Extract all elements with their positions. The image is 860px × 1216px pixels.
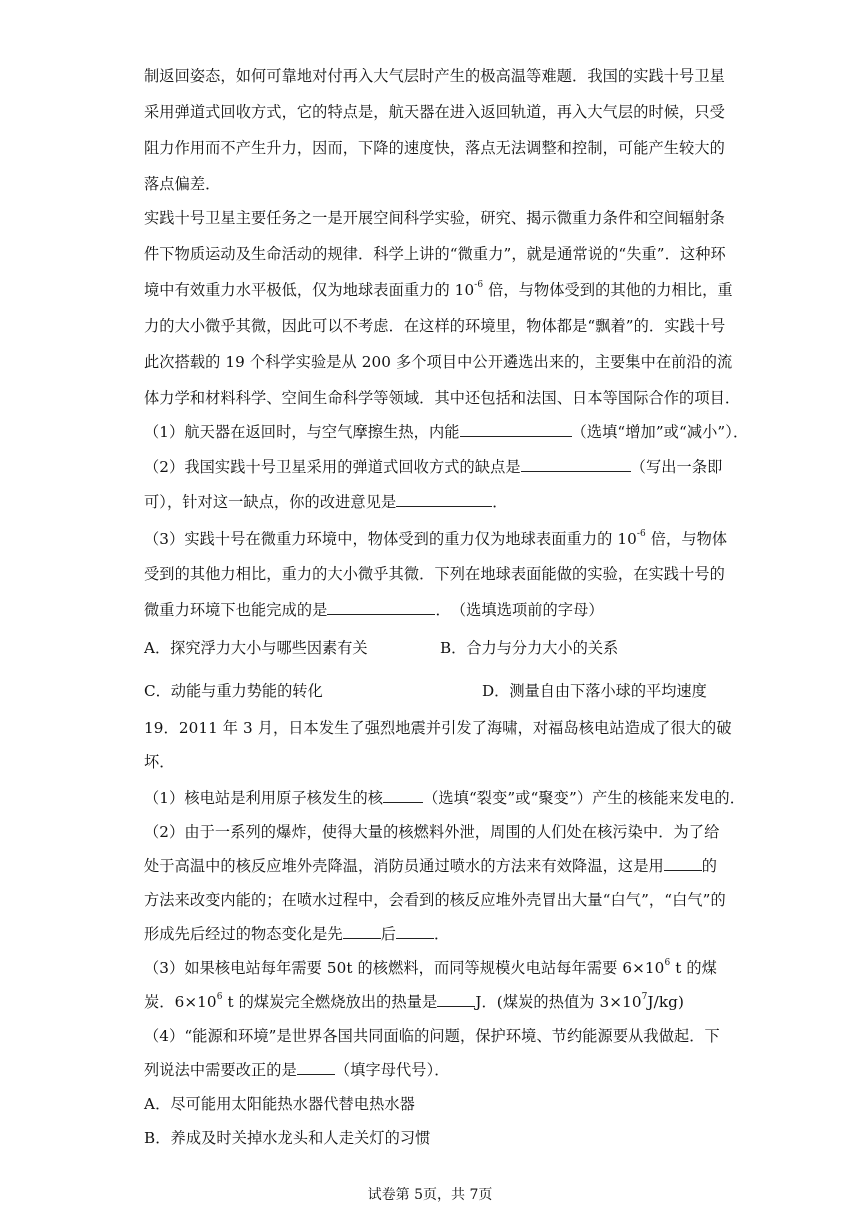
q19-stem: 坏．	[144, 753, 175, 771]
q19-part-4-cont	[144, 1060, 784, 1080]
answer-blank[interactable]	[297, 1060, 335, 1075]
q19-part-3-cont	[144, 992, 784, 1012]
question-text: 处于高温中的核反应堆外壳降温，消防员通过喷水的方法来有效降温，这是用	[144, 857, 664, 875]
q19-stem: 19．2011 年 3 月，日本发生了强烈地震并引发了海啸，对福岛核电站造成了很大的破	[144, 719, 732, 737]
question-text: （选填“裂变”或“聚变”）产生的核能来发电的．	[423, 789, 745, 807]
q19-part-1	[144, 788, 784, 808]
article-line: 阻力作用而不产生升力，因而，下降的速度快，落点无法调整和控制，可能产生较大的	[144, 139, 725, 157]
q19-part-2-cont: 方法来改变内能的；在喷水过程中，会看到的核反应堆外壳冒出大量“白气”，“白气”的	[144, 891, 726, 909]
question-text: 列说法中需要改正的是	[144, 1061, 297, 1079]
article-line: 体力学和材料科学、空间生命科学等领域．其中还包括和法国、日本等国际合作的项目．	[144, 389, 741, 407]
answer-blank[interactable]	[343, 924, 381, 939]
answer-blank[interactable]	[664, 856, 702, 871]
article-line: 落点偏差．	[144, 175, 221, 193]
question-text: 后	[380, 925, 397, 943]
q19-part-2-cont	[144, 856, 784, 876]
q18-part-3-cont	[144, 600, 784, 620]
exponent: 6	[216, 991, 223, 1002]
q19-part-3	[144, 958, 784, 978]
article-line: 件下物质运动及生命活动的规律．科学上讲的“微重力”，就是通常说的“失重”．这种环	[144, 245, 726, 263]
article-line: 此次搭载的 19 个科学实验是从 200 多个项目中公开遴选出来的，主要集中在前沿的流	[144, 353, 733, 371]
q18-option-c[interactable]: C．动能与重力势能的转化	[144, 682, 323, 700]
answer-blank[interactable]	[437, 992, 475, 1007]
question-text: 微重力环境下也能完成的是	[144, 601, 328, 619]
article-text: 境中有效重力水平极低，仅为地球表面重力的 10	[144, 281, 475, 299]
question-text: 倍，与物体	[645, 530, 728, 548]
question-text: 形成先后经过的物态变化是先	[144, 925, 343, 943]
article-text: 倍，与物体受到的其他的力相比，重	[483, 281, 733, 299]
question-text: （1）核电站是利用原子核发生的核	[144, 789, 384, 807]
question-text: t 的煤炭完全燃烧放出的热量是	[222, 993, 438, 1011]
q19-option-a[interactable]: A．尽可能用太阳能热水器代替电热水器	[144, 1095, 415, 1113]
question-text: ．	[492, 493, 508, 511]
question-text: J/kg)	[647, 993, 684, 1011]
question-text: 炭．6×10	[144, 993, 217, 1011]
answer-blank[interactable]	[396, 492, 492, 507]
question-text: t 的煤	[670, 959, 717, 977]
question-text: （3）实践十号在微重力环境中，物体受到的重力仅为地球表面重力的 10	[144, 530, 637, 548]
question-text: （2）我国实践十号卫星采用的弹道式回收方式的缺点是	[144, 458, 521, 476]
answer-blank[interactable]	[460, 422, 572, 437]
question-text: J．(煤炭的热值为 3×10	[475, 993, 642, 1011]
answer-blank[interactable]	[327, 600, 435, 615]
q18-part-2	[144, 457, 784, 477]
question-text: （1）航天器在返回时，与空气摩擦生热，内能	[144, 423, 460, 441]
article-line: 制返回姿态，如何可靠地对付再入大气层时产生的极高温等难题．我国的实践十号卫星	[144, 67, 725, 85]
q18-option-d[interactable]: D．测量自由下落小球的平均速度	[482, 682, 707, 700]
exponent: 6	[664, 957, 671, 968]
q18-part-3	[144, 529, 784, 549]
q18-part-1	[144, 422, 784, 442]
q19-part-2-cont	[144, 924, 784, 944]
q19-part-2: （2）由于一系列的爆炸，使得大量的核燃料外泄，周围的人们处在核污染中．为了给	[144, 823, 720, 841]
question-text: （填字母代号）．	[334, 1061, 450, 1079]
answer-blank[interactable]	[383, 788, 423, 803]
question-text: 的	[701, 857, 718, 875]
exponent: 7	[641, 991, 648, 1002]
question-text: ．	[434, 925, 450, 943]
q18-part-2-cont	[144, 492, 784, 512]
article-line	[144, 280, 784, 300]
q18-option-b[interactable]: B．合力与分力大小的关系	[440, 639, 619, 657]
q18-option-a[interactable]: A．探究浮力大小与哪些因素有关	[144, 639, 368, 657]
exponent: -6	[636, 528, 646, 539]
exponent: -6	[474, 279, 484, 290]
question-text: （写出一条即	[630, 458, 723, 476]
q19-option-b[interactable]: B．养成及时关掉水龙头和人走关灯的习惯	[144, 1129, 431, 1147]
article-line: 实践十号卫星主要任务之一是开展空间科学实验，研究、揭示微重力条件和空间辐射条	[144, 209, 725, 227]
article-line: 力的大小微乎其微，因此可以不考虑．在这样的环境里，物体都是“飘着”的．实践十号	[144, 317, 726, 335]
article-line: 采用弹道式回收方式，它的特点是，航天器在进入返回轨道，再入大气层的时候，只受	[144, 103, 725, 121]
question-text: ． （选填选项前的字母）	[435, 601, 604, 619]
answer-blank[interactable]	[396, 924, 434, 939]
page-footer: 试卷第 5页，共 7页	[367, 1187, 493, 1203]
question-text: （选填“增加”或“减小”）．	[571, 423, 749, 441]
q18-part-3-cont: 受到的其他力相比，重力的大小微乎其微．下列在地球表面能做的实验，在实践十号的	[144, 565, 725, 583]
answer-blank[interactable]	[521, 457, 631, 472]
question-text: 可），针对这一缺点，你的改进意见是	[144, 493, 397, 511]
question-text: （3）如果核电站每年需要 50t 的核燃料，而同等规模火电站每年需要 6×10	[144, 959, 665, 977]
q19-part-4: （4）“能源和环境”是世界各国共同面临的问题，保护环境、节约能源要从我做起．下	[144, 1027, 720, 1045]
